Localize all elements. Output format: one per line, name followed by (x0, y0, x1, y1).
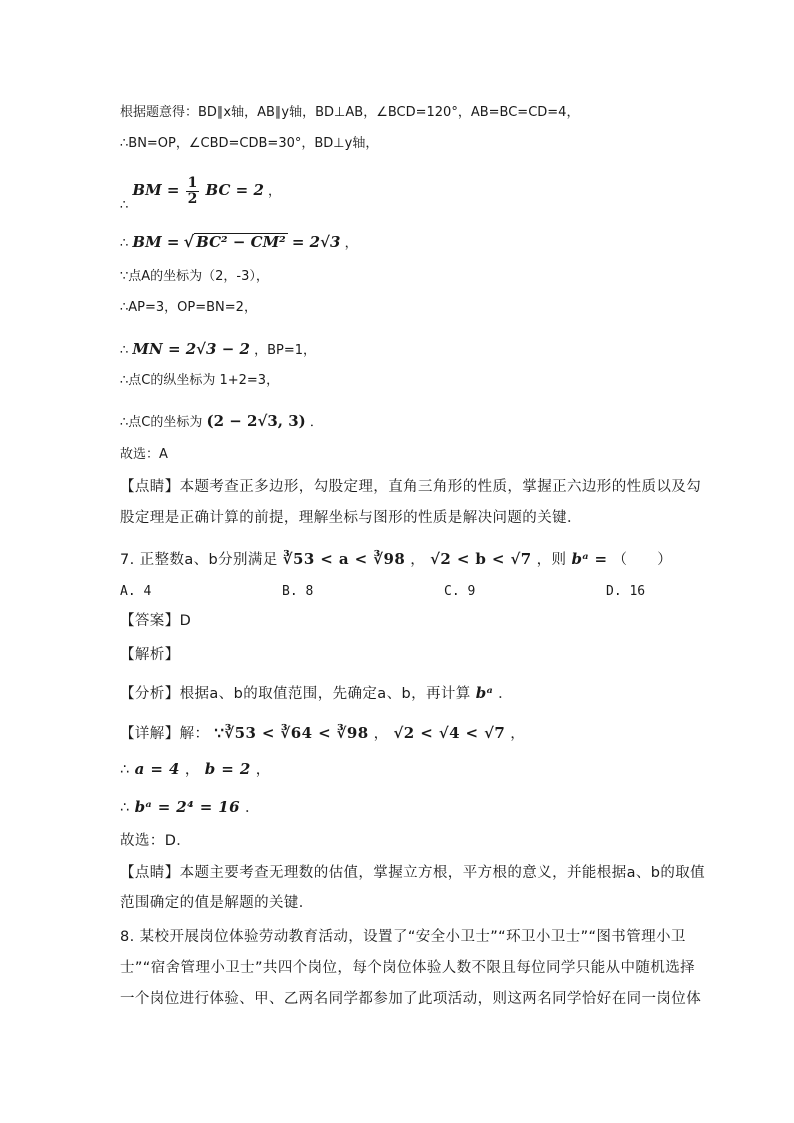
math-radicand: BC² − CM² (196, 233, 286, 251)
therefore-symbol: ∴ (120, 236, 129, 251)
math-bm: BM = (132, 181, 180, 199)
sqrt-icon: √ (183, 232, 195, 251)
therefore-symbol: ∴ (120, 800, 130, 816)
result-line (120, 798, 260, 817)
math-sqrt-range: √2 < b < √7 (430, 550, 532, 568)
text-line: 根据题意得：BD∥x轴，AB∥y轴，BD⊥AB，∠BCD=120°，AB=BC=CD=4， (120, 105, 580, 120)
q7-then: ，则 (536, 552, 567, 568)
comma: ， (184, 762, 200, 778)
period: ． (498, 686, 514, 702)
text-line: 范围确定的值是解题的关键． (120, 895, 314, 911)
formula-line-bm-sqrt (120, 233, 358, 253)
fraction-one-half (186, 176, 200, 207)
comma: ， (410, 552, 426, 568)
math-bc-equals: BC = 2 (205, 181, 264, 199)
math-mn: MN = 2√3 − 2 (132, 340, 250, 358)
text-line: 8. 某校开展岗位体验劳动教育活动，设置了“安全小卫士”“环卫小卫士”“图书管理小卫 (120, 929, 686, 945)
analysis-text: 【分析】根据a、b的取值范围，先确定a、b，再计算 (120, 686, 471, 702)
result-line (120, 760, 271, 779)
text-point-c: ∴点C的坐标为 (120, 415, 203, 430)
therefore-symbol: ∴ (120, 762, 130, 778)
comma: ， (255, 762, 271, 778)
math-result: = 2√3 (291, 233, 341, 251)
option-d: D. 16 (606, 584, 646, 599)
therefore-symbol: ∴ (120, 343, 129, 358)
math-point-c: (2 − 2√3, 3) (206, 412, 306, 430)
comma: ， (373, 726, 389, 742)
fraction-numerator: 1 (187, 175, 198, 191)
text-line: ∴点C的纵坐标为 1+2=3， (120, 373, 280, 388)
question-7 (120, 550, 672, 569)
math-a-value: a = 4 (134, 760, 180, 778)
option-b: B. 8 (282, 584, 314, 599)
text-line: 一个岗位进行体验、甲、乙两名同学都参加了此项活动，则这两名同学恰好在同一岗位体 (120, 991, 702, 1007)
option-c: C. 9 (444, 584, 476, 599)
answer-line: 【答案】D (120, 613, 192, 629)
comma: ， (268, 184, 282, 199)
fraction-denominator: 2 (187, 191, 198, 207)
q7-prefix: 7. 正整数a、b分别满足 (120, 552, 278, 568)
formula-line-mn (120, 340, 316, 360)
math-cube-root-chain: ∵∛53 < ∛64 < ∛98 (214, 724, 369, 742)
math-cube-root-range: ∛53 < a < ∛98 (282, 550, 406, 568)
text-bp: ，BP=1， (254, 343, 316, 358)
therefore-symbol: ∴ (120, 198, 129, 213)
text-line: 股定理是正确计算的前提，理解坐标与图形的性质是解决问题的关键． (120, 510, 582, 526)
text-line: 【点睛】本题主要考查无理数的估值，掌握立方根，平方根的意义，并能根据a、b的取值 (120, 865, 706, 881)
period: ． (309, 415, 323, 430)
formula-line-point-c (120, 412, 323, 432)
math-b-pow-a: bᵃ (475, 684, 494, 702)
comma: ， (344, 236, 358, 251)
text-line: 【点睛】本题考查正多边形，勾股定理，直角三角形的性质，掌握正六边形的性质以及勾 (120, 479, 702, 495)
math-b-value: b = 2 (204, 760, 251, 778)
option-a: A. 4 (120, 584, 152, 599)
math-bm: BM = (132, 233, 180, 251)
text-line: 士”“宿舍管理小卫士”共四个岗位，每个岗位体验人数不限且每位同学只能从中随机选择 (120, 960, 696, 976)
period: ． (245, 800, 260, 816)
text-line: ∴AP=3，OP=BN=2， (120, 300, 257, 315)
answer-blank: （ ） (612, 552, 673, 568)
text-line: ∵点A的坐标为（2，-3）， (120, 269, 269, 284)
math-b-pow-a: bᵃ = (571, 550, 608, 568)
math-sqrt-chain: √2 < √4 < √7 (393, 724, 506, 742)
text-line: 故选：A (120, 447, 168, 462)
text-line: ∴BN=OP，∠CBD=CDB=30°，BD⊥y轴， (120, 136, 379, 151)
detail-text: 【详解】解： (120, 726, 210, 742)
formula-line-bm-half (120, 175, 282, 213)
analysis-line (120, 684, 513, 703)
comma: ， (510, 726, 526, 742)
text-line: 故选：D． (120, 833, 192, 849)
detail-line (120, 724, 525, 743)
analysis-heading: 【解析】 (120, 647, 180, 663)
math-b-pow-a-result: bᵃ = 2⁴ = 16 (134, 798, 240, 816)
